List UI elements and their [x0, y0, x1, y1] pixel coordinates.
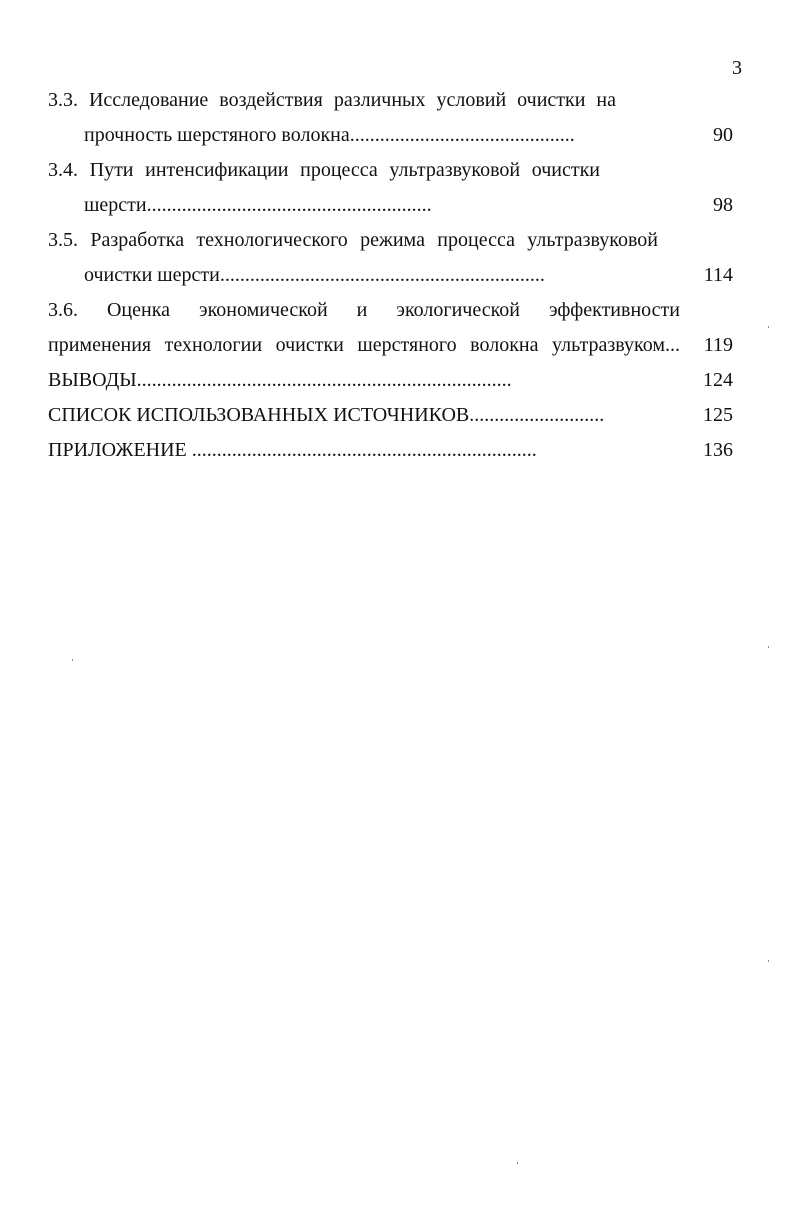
scan-speck: [768, 326, 769, 328]
toc-entry-3-6-title-part-2: применения технологии очистки шерстяного волокна ультразвуком...: [48, 334, 680, 356]
toc-entry-3-5-page: 114: [703, 264, 733, 286]
toc-entry-3-6-title-part-1: [48, 298, 680, 322]
page-number: 3: [732, 57, 742, 79]
toc-entry-3-6-word: 3.6.: [48, 299, 78, 321]
toc-entry-appendix-title: ПРИЛОЖЕНИЕ .....................................................................: [48, 439, 537, 461]
toc-entry-conclusions-title: ВЫВОДЫ...........................................................................: [48, 369, 512, 391]
scan-speck: [768, 646, 769, 648]
toc-entry-3-5-title-part-2: очистки шерсти.................................................................: [84, 264, 545, 286]
toc-entry-3-5-line-1: [0, 228, 796, 263]
scan-speck: [768, 960, 769, 962]
toc-entry-appendix-page: 136: [703, 439, 733, 461]
toc-entry-references: [0, 403, 796, 438]
toc-entry-3-5-title-part-1: 3.5. Разработка технологического режима процесса ультразвуковой: [48, 229, 658, 251]
toc-entry-3-3-title-part-1: 3.3. Исследование воздействия различных условий очистки на: [48, 89, 616, 111]
toc-entry-3-6-word: экологической: [396, 299, 520, 321]
toc-entry-3-6-word: экономической: [199, 299, 328, 321]
toc-entry-3-3-title-part-2: прочность шерстяного волокна.............................................: [84, 124, 575, 146]
scan-speck: [72, 659, 73, 661]
toc-entry-3-4-line-2: [0, 193, 796, 228]
toc-entry-3-6-word: Оценка: [106, 299, 171, 321]
scan-speck: [517, 1162, 518, 1164]
toc-entry-appendix: [0, 438, 796, 473]
toc-entry-3-6-line-1: [0, 298, 796, 333]
toc-entry-3-6-word: эффективности: [548, 299, 680, 321]
toc-entry-references-page: 125: [703, 404, 733, 426]
toc-entry-3-6-word: и: [356, 299, 368, 321]
toc-entry-conclusions-page: 124: [703, 369, 733, 391]
toc-entry-3-4-title-part-1: 3.4. Пути интенсификации процесса ультразвуковой очистки: [48, 159, 600, 181]
toc-entry-conclusions: [0, 368, 796, 403]
toc-entry-3-4-line-1: [0, 158, 796, 193]
toc-entry-3-6-line-2: [0, 333, 796, 368]
toc-entry-references-title: СПИСОК ИСПОЛЬЗОВАННЫХ ИСТОЧНИКОВ...........................: [48, 404, 605, 426]
toc-entry-3-3-page: 90: [713, 124, 733, 146]
toc-entry-3-3-line-2: [0, 123, 796, 158]
toc-entry-3-4-page: 98: [713, 194, 733, 216]
toc-entry-3-6-page: 119: [703, 334, 733, 356]
toc-entry-3-4-title-part-2: шерсти.........................................................: [84, 194, 432, 216]
toc-entry-3-5-line-2: [0, 263, 796, 298]
toc-entry-3-3-line-1: [0, 88, 796, 123]
